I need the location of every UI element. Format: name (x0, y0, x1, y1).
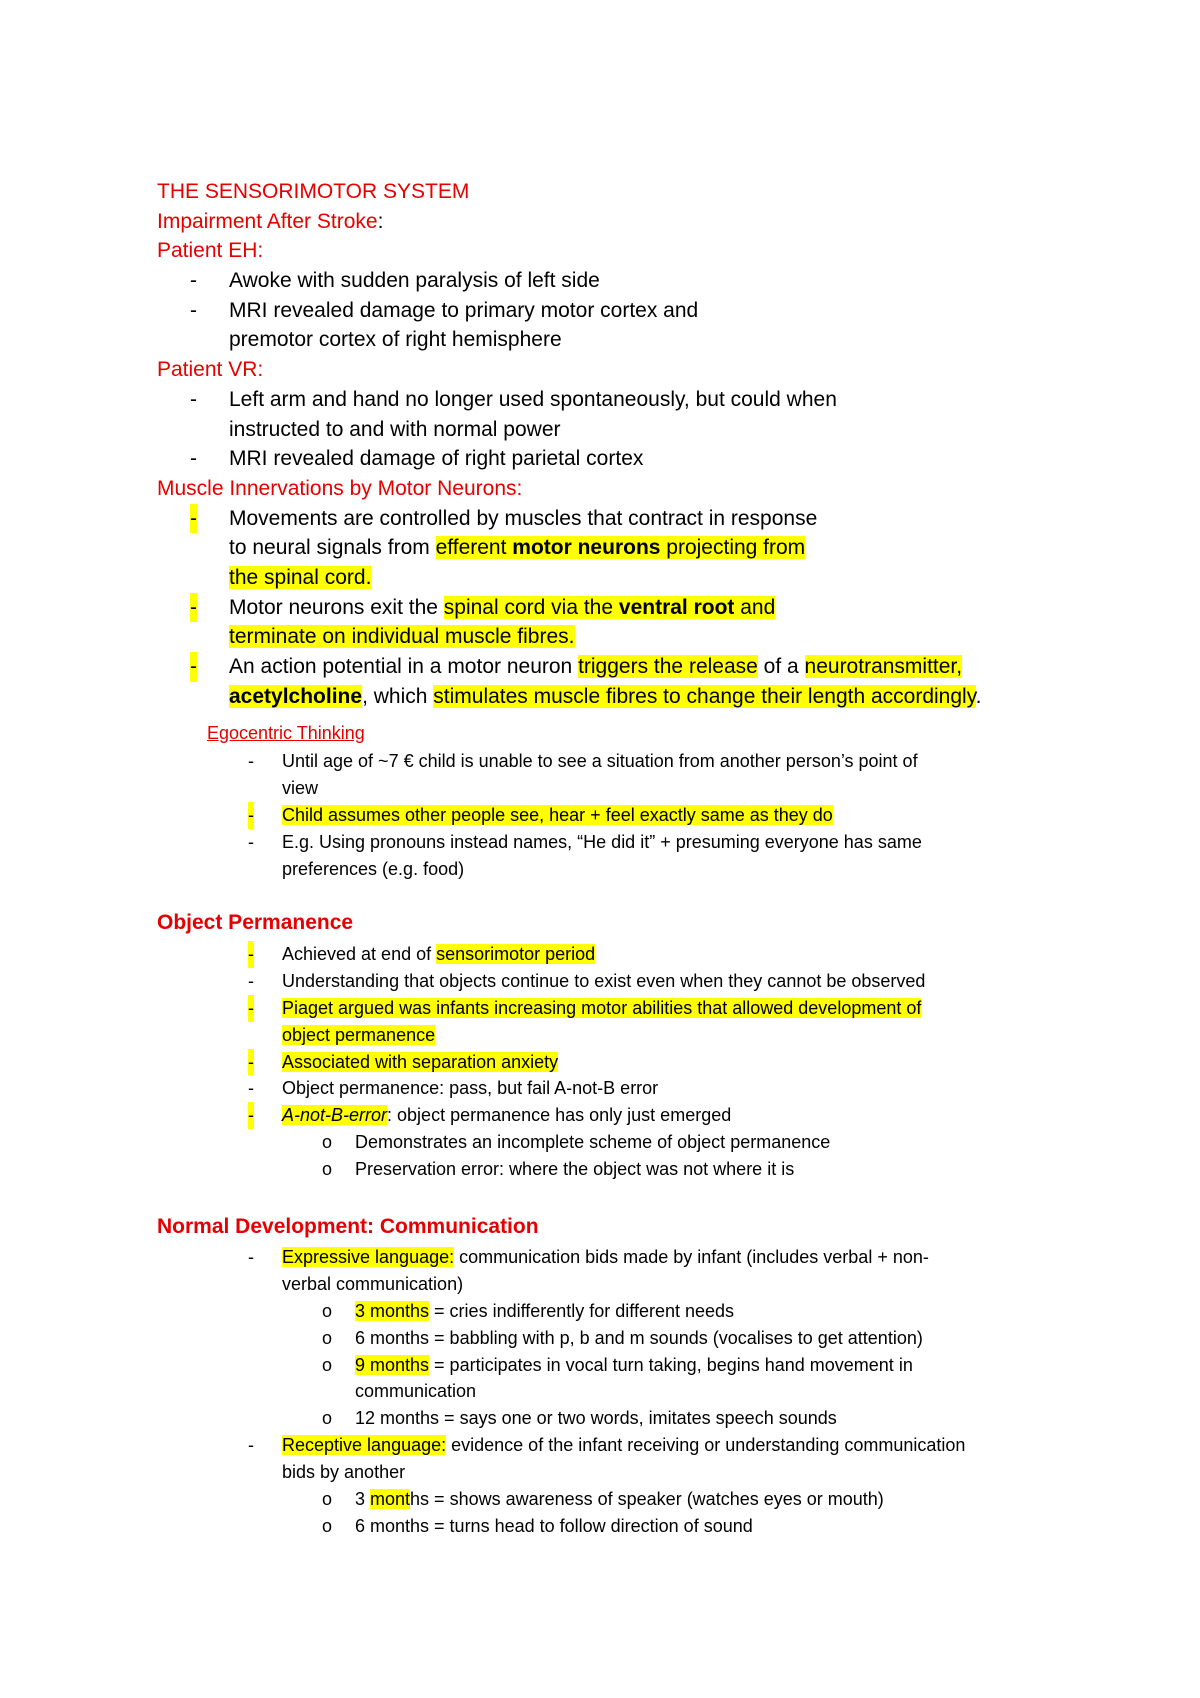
sensorimotor-section (0, 177, 1200, 711)
list-item-continuation (0, 775, 1200, 802)
item-text: . (975, 684, 982, 708)
list-item-continuation (0, 1271, 1200, 1298)
item-text: bids by another (282, 1462, 406, 1483)
list-item (0, 748, 1200, 775)
highlight-bold-text: ventral root (618, 595, 735, 619)
list-item-continuation (0, 325, 1200, 355)
highlight-bold-text: motor neurons (512, 536, 661, 560)
highlight-text: Associated with separation anxiety (282, 1051, 559, 1072)
patient-eh-heading (0, 236, 1200, 266)
item-text: , which (362, 684, 434, 708)
item-text: MRI revealed damage to primary motor cortex and (229, 298, 699, 322)
bullet-circle: o (322, 1132, 333, 1153)
list-item (0, 802, 1200, 829)
impairment-heading (0, 207, 1200, 237)
object-permanence-section (0, 941, 1200, 1183)
highlight-bold-text: acetylcholine (229, 684, 363, 708)
item-text: communication bids made by infant (includes verbal + non- (454, 1247, 929, 1267)
list-item-continuation (0, 1022, 1200, 1049)
bullet-dash: - (248, 970, 254, 991)
highlight-text: sensorimotor period (436, 944, 596, 964)
list-item-continuation (0, 856, 1200, 883)
list-item (0, 1432, 1200, 1459)
bullet-circle: o (322, 1327, 333, 1348)
item-text: MRI revealed damage of right parietal cortex (229, 447, 644, 471)
patient-vr-text: Patient VR: (157, 358, 264, 382)
item-text: Motor neurons exit the (229, 595, 444, 619)
list-item-continuation (0, 622, 1200, 652)
bullet-dash: - (248, 751, 254, 771)
sub-list-item (0, 1298, 1200, 1325)
patient-eh-text: Patient EH: (157, 239, 264, 263)
bullet-circle: o (322, 1489, 333, 1510)
list-item (0, 1049, 1200, 1076)
item-text: Demonstrates an incomplete scheme of object permanence (355, 1132, 831, 1153)
highlight-text: Expressive language: (282, 1247, 455, 1267)
list-item (0, 1244, 1200, 1271)
bullet-dash: - (248, 802, 254, 829)
list-item (0, 385, 1200, 415)
bullet-circle: o (322, 1408, 333, 1429)
impairment-heading-text: Impairment After Stroke (157, 209, 378, 233)
list-item (0, 1075, 1200, 1102)
list-item (0, 652, 1200, 682)
highlight-text: 9 months (355, 1354, 430, 1375)
list-item (0, 995, 1200, 1022)
item-text: 6 months = babbling with p, b and m sounds (vocalises to get attention) (355, 1327, 923, 1348)
item-text: Awoke with sudden paralysis of left side (229, 269, 600, 293)
item-text: Understanding that objects continue to exist even when they cannot be observed (282, 970, 926, 991)
list-item (0, 266, 1200, 296)
muscle-heading-text: Muscle Innervations by Motor Neurons: (157, 476, 523, 500)
highlight-text: Receptive language: (282, 1435, 447, 1456)
item-text: 6 months = turns head to follow direction of sound (355, 1515, 753, 1536)
sub-list-item (0, 1486, 1200, 1513)
item-text: Object permanence: pass, but fail A-not-B error (282, 1078, 659, 1099)
highlight-italic-text: A-not-B-error (282, 1105, 388, 1126)
item-text: Preservation error: where the object was not where it is (355, 1159, 795, 1180)
sub-list-item (0, 1352, 1200, 1379)
item-text: to neural signals from (229, 536, 436, 560)
bullet-circle: o (322, 1515, 333, 1536)
item-text: hs = shows awareness of speaker (watches eyes or mouth) (410, 1489, 884, 1510)
list-item-continuation (0, 533, 1200, 563)
list-item (0, 968, 1200, 995)
egocentric-heading: Egocentric Thinking (207, 723, 365, 743)
item-text: preferences (e.g. food) (282, 858, 465, 879)
item-text: : object permanence has only just emerged (387, 1105, 732, 1126)
list-item (0, 1102, 1200, 1129)
highlight-text: spinal cord via the (443, 595, 619, 619)
bullet-dash: - (190, 593, 197, 623)
sub-list-item (0, 1513, 1200, 1540)
title-text: THE SENSORIMOTOR SYSTEM (157, 180, 470, 203)
item-text: premotor cortex of right hemisphere (229, 328, 562, 352)
highlight-text: triggers the release (578, 655, 758, 678)
document-title (0, 177, 1200, 207)
highlight-text: and (734, 595, 776, 619)
highlight-text: efferent (435, 536, 513, 560)
sub-list-item-continuation (0, 1378, 1200, 1405)
item-text: communication (355, 1381, 477, 1402)
impairment-colon: : (377, 209, 384, 233)
item-text: of a (757, 655, 805, 678)
list-item (0, 941, 1200, 968)
sub-list-item (0, 1156, 1200, 1183)
item-text: Left arm and hand no longer used spontaneously, but could when (229, 387, 837, 411)
egocentric-section (0, 748, 1200, 882)
list-item (0, 829, 1200, 856)
item-text: verbal communication) (282, 1273, 464, 1294)
list-item-continuation (0, 1459, 1200, 1486)
sub-list-item (0, 1325, 1200, 1352)
sub-list-item (0, 1405, 1200, 1432)
patient-vr-heading (0, 355, 1200, 385)
bullet-dash: - (248, 1247, 254, 1267)
bullet-circle: o (322, 1354, 333, 1375)
item-text: E.g. Using pronouns instead names, “He did it” + presuming everyone has same (282, 831, 922, 852)
bullet-dash: - (248, 1435, 254, 1456)
bullet-dash: - (248, 1102, 254, 1129)
highlight-text: Child assumes other people see, hear + feel exactly same as they do (282, 804, 833, 825)
bullet-dash: - (190, 652, 197, 682)
item-text: 3 (355, 1489, 371, 1510)
list-item (0, 593, 1200, 623)
item-text: 12 months = says one or two words, imitates speech sounds (355, 1408, 837, 1429)
highlight-text: terminate on individual muscle fibres. (229, 625, 575, 649)
item-text: Until age of ~7 € child is unable to see a situation from another person’s point of (282, 751, 918, 771)
bullet-dash: - (248, 831, 254, 852)
bullet-dash: - (190, 298, 197, 322)
highlight-text: stimulates muscle fibres to change their length accordingly (433, 684, 976, 708)
item-text: instructed to and with normal power (229, 417, 561, 441)
communication-heading: Normal Development: Communication (157, 1215, 539, 1238)
list-item-continuation (0, 415, 1200, 445)
item-text: = participates in vocal turn taking, begins hand movement in (429, 1354, 913, 1375)
highlight-text: 3 months (355, 1300, 430, 1321)
bullet-dash: - (190, 447, 197, 471)
sub-list-item (0, 1129, 1200, 1156)
item-text: evidence of the infant receiving or understanding communication (446, 1435, 966, 1456)
bullet-dash: - (248, 995, 254, 1022)
bullet-dash: - (190, 269, 197, 293)
list-item (0, 504, 1200, 534)
bullet-dash: - (190, 504, 197, 534)
bullet-dash: - (248, 1049, 254, 1076)
item-text: view (282, 777, 319, 798)
bullet-dash: - (190, 387, 197, 411)
highlight-text: neurotransmitter, (804, 655, 963, 678)
highlight-text: object permanence (282, 1024, 436, 1045)
item-text: Achieved at end of (282, 944, 437, 964)
item-text: Movements are controlled by muscles that contract in response (229, 506, 818, 530)
list-item-continuation (0, 563, 1200, 593)
list-item-continuation (0, 682, 1200, 712)
highlight-text: the spinal cord. (229, 565, 372, 589)
object-permanence-heading: Object Permanence (157, 911, 354, 934)
highlight-text: Piaget argued was infants increasing motor abilities that allowed development of (282, 997, 922, 1018)
bullet-circle: o (322, 1300, 333, 1321)
communication-section (0, 1244, 1200, 1540)
muscle-heading (0, 474, 1200, 504)
item-text: An action potential in a motor neuron (229, 655, 579, 678)
bullet-dash: - (248, 941, 254, 968)
bullet-dash: - (248, 1078, 254, 1099)
list-item (0, 296, 1200, 326)
item-text: = cries indifferently for different needs (429, 1300, 735, 1321)
highlight-text: mont (370, 1489, 411, 1510)
bullet-circle: o (322, 1159, 333, 1180)
list-item (0, 444, 1200, 474)
highlight-text: projecting from (660, 536, 806, 560)
